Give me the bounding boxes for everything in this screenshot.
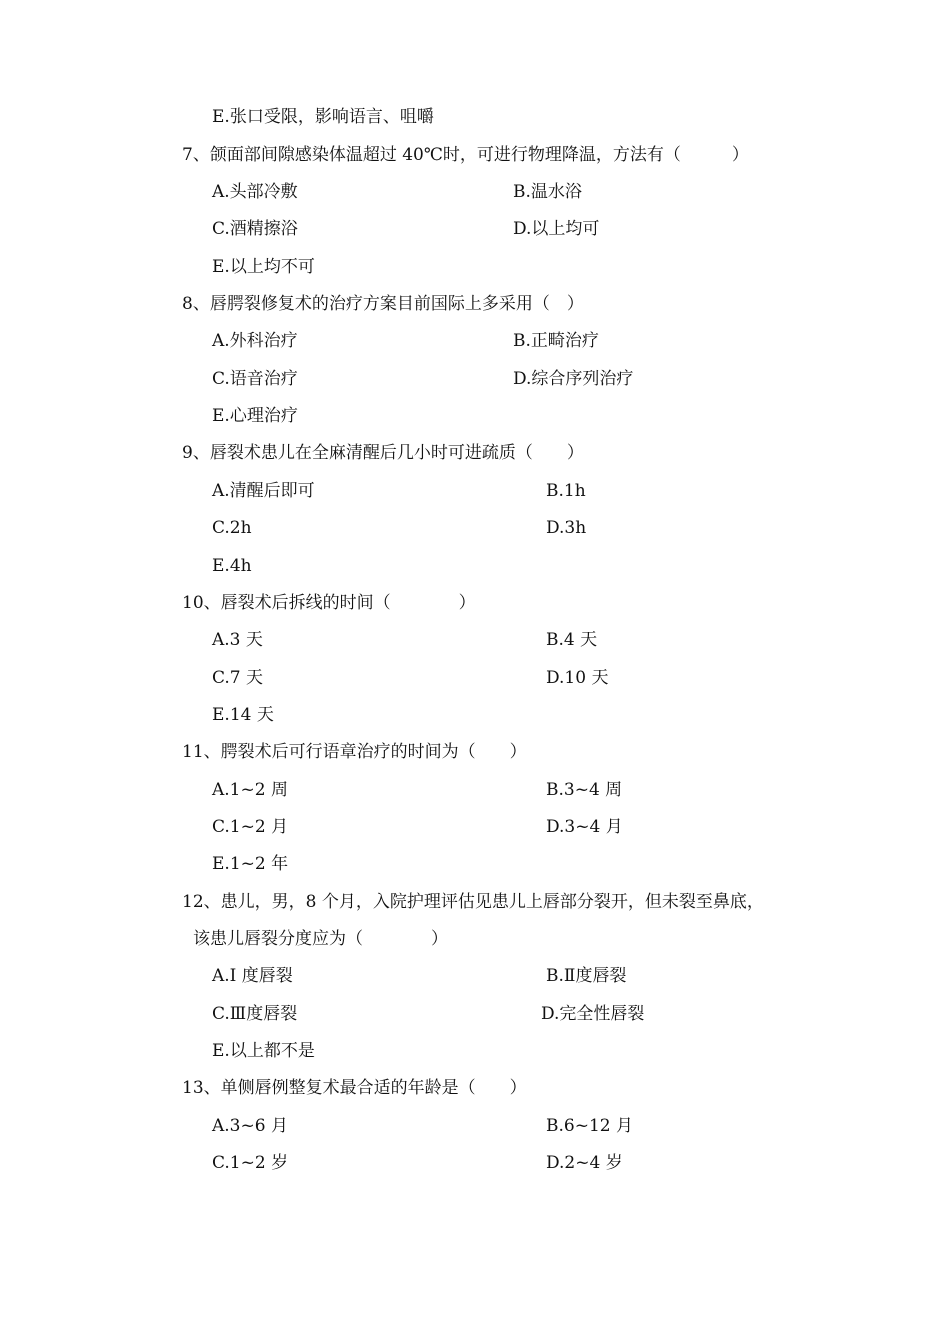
q12-option-b: B.Ⅱ度唇裂: [546, 966, 627, 986]
q9-option-b: B.1h: [546, 481, 586, 501]
q7-option-b: B.温水浴: [513, 182, 582, 202]
question-7: 7、颌面部间隙感染体温超过 40℃时，可进行物理降温，方法有（ ）: [182, 145, 749, 165]
q7-option-c: C.酒精擦浴: [212, 219, 298, 239]
q10-option-d: D.10 天: [546, 668, 609, 688]
q7-option-d: D.以上均可: [513, 219, 600, 239]
q9-option-d: D.3h: [546, 518, 587, 538]
question-12-continued: 该患儿唇裂分度应为（ ）: [193, 929, 448, 949]
q8-option-b: B.正畸治疗: [513, 331, 599, 351]
q12-option-a: A.I 度唇裂: [212, 966, 293, 986]
q11-option-b: B.3~4 周: [546, 780, 623, 800]
q13-option-a: A.3~6 月: [212, 1116, 288, 1136]
question-12: 12、患儿，男，8 个月，入院护理评估见患儿上唇部分裂开，但未裂至鼻底，: [182, 892, 764, 912]
q6-option-e: E.张口受限，影响语言、咀嚼: [212, 107, 434, 127]
q9-option-e: E.4h: [212, 556, 252, 576]
q9-option-c: C.2h: [212, 518, 252, 538]
q8-option-a: A.外科治疗: [212, 331, 298, 351]
question-9: 9、唇裂术患儿在全麻清醒后几小时可进疏质（ ）: [182, 443, 584, 463]
q13-option-b: B.6~12 月: [546, 1116, 633, 1136]
q12-option-d: D.完全性唇裂: [541, 1004, 645, 1024]
q10-option-e: E.14 天: [212, 705, 274, 725]
q10-option-b: B.4 天: [546, 630, 598, 650]
question-10: 10、唇裂术后拆线的时间（ ）: [182, 593, 476, 613]
q11-option-c: C.1~2 月: [212, 817, 289, 837]
q11-option-a: A.1~2 周: [212, 780, 288, 800]
q12-option-c: C.Ⅲ度唇裂: [212, 1004, 298, 1024]
q11-option-d: D.3~4 月: [546, 817, 623, 837]
question-13: 13、单侧唇例整复术最合适的年龄是（ ）: [182, 1078, 527, 1098]
q7-option-a: A.头部冷敷: [212, 182, 298, 202]
q8-option-d: D.综合序列治疗: [513, 369, 634, 389]
q8-option-e: E.心理治疗: [212, 406, 298, 426]
q13-option-d: D.2~4 岁: [546, 1153, 623, 1173]
q13-option-c: C.1~2 岁: [212, 1153, 289, 1173]
q11-option-e: E.1~2 年: [212, 854, 289, 874]
q12-option-e: E.以上都不是: [212, 1041, 315, 1061]
question-8: 8、唇腭裂修复术的治疗方案目前国际上多采用（ ）: [182, 294, 584, 314]
q10-option-c: C.7 天: [212, 668, 264, 688]
q7-option-e: E.以上均不可: [212, 257, 315, 277]
q8-option-c: C.语音治疗: [212, 369, 298, 389]
question-11: 11、腭裂术后可行语章治疗的时间为（ ）: [182, 742, 527, 762]
q10-option-a: A.3 天: [212, 630, 263, 650]
q9-option-a: A.清醒后即可: [212, 481, 315, 501]
